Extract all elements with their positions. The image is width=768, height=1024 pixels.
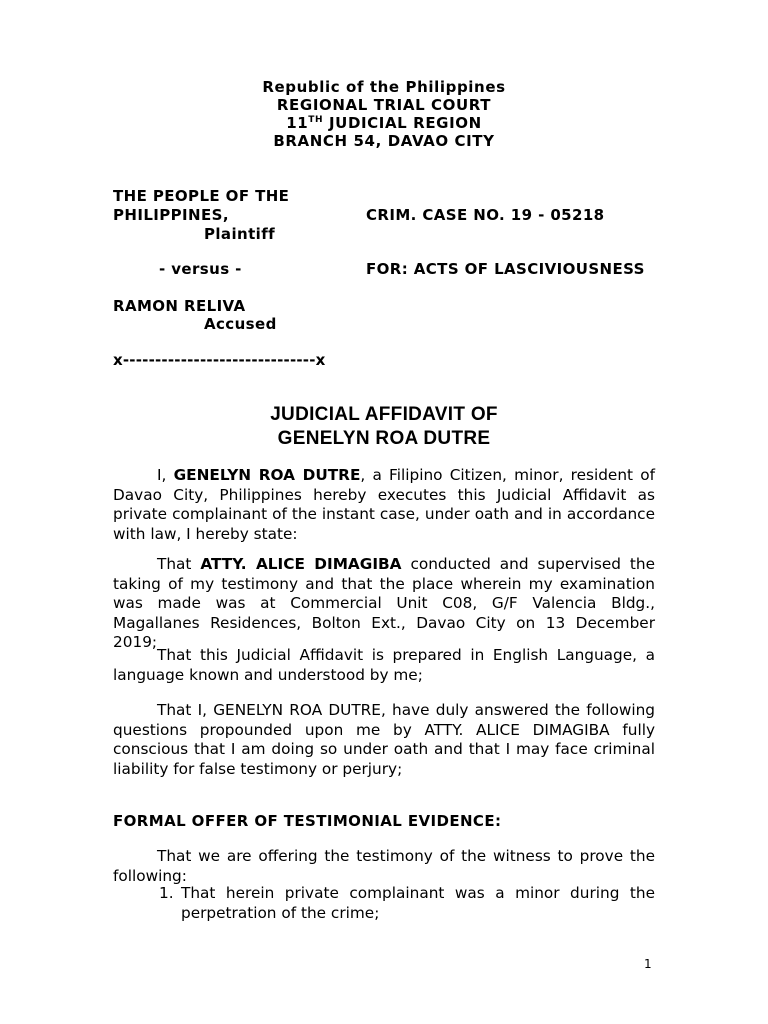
branch-location: BRANCH 54, DAVAO CITY — [273, 132, 495, 150]
region-number: 11 — [286, 114, 309, 132]
section-intro — [113, 847, 655, 886]
region-text: JUDICIAL REGION — [323, 114, 482, 132]
paragraph-language — [113, 646, 655, 685]
section-intro-text: That we are offering the testimony of the witness to prove the following: — [113, 847, 655, 885]
list-item — [159, 884, 655, 923]
court-name: REGIONAL TRIAL COURT — [276, 96, 492, 114]
p4-body: That I, GENELYN ROA DUTRE, have duly answered the following questions propounded upon me by ATTY. ALICE DIMAGIBA fully conscious that I am doing so under oath and that I may face criminal liability for false testimony or perjury; — [113, 701, 655, 778]
case-number: CRIM. CASE NO. 19 - 05218 — [366, 206, 605, 224]
plaintiff-role: Plaintiff — [204, 225, 276, 243]
judicial-region — [0, 114, 768, 132]
p3-body: That this Judicial Affidavit is prepared in English Language, a language known and understood by me; — [113, 646, 655, 684]
affiant-name-title: GENELYN ROA DUTRE — [277, 428, 491, 449]
p2-body: conducted and supervised the taking of my testimony and that the place wherein my examination was made was at Commercial Unit C08, G/F Valencia Bldg., Magallanes Residences, Bolton Ext., Davao City on 13 December 2019; — [113, 555, 655, 652]
section-heading: FORMAL OFFER OF TESTIMONIAL EVIDENCE: — [113, 812, 502, 830]
caption-separator: x------------------------------x — [113, 351, 326, 369]
paragraph-oath — [113, 701, 655, 779]
affidavit-title: JUDICIAL AFFIDAVIT OF — [270, 404, 498, 425]
p2-lead: That — [157, 555, 201, 573]
plaintiff-line-1: THE PEOPLE OF THE — [113, 187, 290, 205]
region-ordinal-suffix: TH — [308, 115, 324, 125]
republic-heading: Republic of the Philippines — [262, 78, 506, 96]
p1-affiant-name: GENELYN ROA DUTRE — [173, 466, 361, 484]
p1-body: , a Filipino Citizen, minor, resident of Davao City, Philippines hereby executes this Judicial Affidavit as private complainant of the instant case, under oath and in accordance with law, I hereby state: — [113, 466, 655, 543]
paragraph-examination — [113, 555, 655, 653]
p2-attorney-name: ATTY. ALICE DIMAGIBA — [200, 555, 402, 573]
paragraph-identity — [113, 466, 655, 544]
accused-name: RAMON RELIVA — [113, 297, 246, 315]
plaintiff-line-2: PHILIPPINES, — [113, 206, 229, 224]
page-number: 1 — [644, 957, 652, 971]
list-item-number: 1. — [159, 884, 174, 902]
versus-label: - versus - — [159, 260, 242, 278]
offense-label: FOR: ACTS OF LASCIVIOUSNESS — [366, 260, 645, 278]
list-item-text: That herein private complainant was a minor during the perpetration of the crime; — [181, 884, 655, 922]
accused-role: Accused — [204, 315, 277, 333]
p1-lead: I, — [157, 466, 174, 484]
